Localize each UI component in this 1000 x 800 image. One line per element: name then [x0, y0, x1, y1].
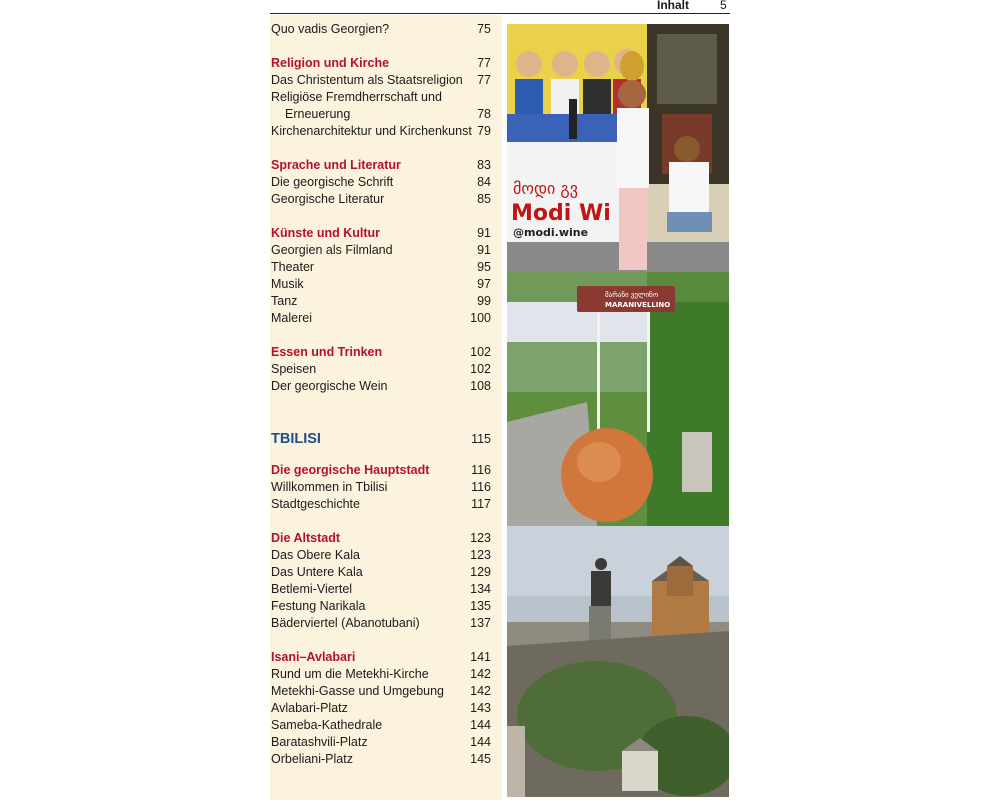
toc-entry-page: 77 — [477, 73, 491, 87]
toc-entry-title: Der georgische Wein — [271, 379, 388, 393]
header-rule — [270, 13, 730, 14]
toc-entry[interactable] — [271, 581, 491, 598]
toc-entry-page: 143 — [470, 701, 491, 715]
toc-entry-title: Malerei — [271, 311, 312, 325]
toc-entry-title: Musik — [271, 277, 304, 291]
toc-section-title: Isani–Avlabari — [271, 650, 356, 664]
toc-entry-page: 144 — [470, 735, 491, 749]
toc-entry[interactable] — [271, 479, 491, 496]
toc-entry[interactable] — [271, 700, 491, 717]
toc-entry[interactable] — [271, 123, 491, 140]
toc-section-title: Essen und Trinken — [271, 345, 383, 359]
toc-entry[interactable] — [271, 751, 491, 768]
toc-entry-page: 85 — [477, 192, 491, 206]
toc-section-heading[interactable] — [271, 530, 491, 547]
toc-entry[interactable] — [271, 276, 491, 293]
page-header — [270, 0, 730, 12]
toc-entry-title: Das Untere Kala — [271, 565, 363, 579]
toc-entry-page: 79 — [477, 124, 491, 138]
toc-entry-page: 95 — [477, 260, 491, 274]
toc-entry[interactable] — [271, 259, 491, 276]
toc-entry-page: 84 — [477, 175, 491, 189]
toc-entry-title: Das Christentum als Staatsreligion — [271, 73, 463, 87]
toc-section-heading[interactable] — [271, 649, 491, 666]
toc-section-page: 77 — [477, 56, 491, 70]
toc-entry[interactable] — [271, 598, 491, 615]
toc-entry[interactable] — [271, 191, 491, 208]
toc-entry-title: Die georgische Schrift — [271, 175, 394, 189]
mural-georgian-text: მოდი გვ — [513, 179, 578, 198]
toc-entry-page: 97 — [477, 277, 491, 291]
toc-section-heading[interactable] — [271, 55, 491, 72]
toc-entry-page: 144 — [470, 718, 491, 732]
toc-entry-title: Georgien als Filmland — [271, 243, 393, 257]
toc-entry-page: 78 — [477, 107, 491, 121]
toc-entry-page: 134 — [470, 582, 491, 596]
toc-entry-title: Religiöse Fremdherrschaft und — [271, 90, 442, 104]
toc-entry-page: 135 — [470, 599, 491, 613]
toc-entry-title: Metekhi-Gasse und Umgebung — [271, 684, 445, 698]
mural-latin-text: Modi Wi — [511, 201, 611, 226]
toc-chapter-title: TBILISI — [271, 431, 321, 447]
toc-entry[interactable] — [271, 717, 491, 734]
toc-entry[interactable] — [271, 547, 491, 564]
toc-entry-title: Orbeliani-Platz — [271, 752, 353, 766]
toc-entry-title: Theater — [271, 260, 315, 274]
toc-section-title: Sprache und Literatur — [271, 158, 401, 172]
toc-chapter-page: 115 — [471, 432, 491, 446]
toc-entry-title: Speisen — [271, 362, 317, 376]
mural-handle-text: @modi.wine — [513, 226, 589, 239]
toc-entry-page: 129 — [470, 565, 491, 579]
toc-entry-title: Rund um die Metekhi-Kirche — [271, 667, 429, 681]
toc-section-page: 141 — [470, 650, 491, 664]
toc-entry-title: Festung Narikala — [271, 599, 366, 613]
toc-entry-page: 137 — [470, 616, 491, 630]
sign-georgian-text: მარანი ველინო — [605, 291, 659, 299]
toc-entry-title: Erneuerung — [285, 107, 351, 121]
toc-entry-page: 123 — [470, 548, 491, 562]
toc-section-heading[interactable] — [271, 462, 491, 479]
toc-entry-page: 102 — [470, 362, 491, 376]
toc-entry-title: Sameba-Kathedrale — [271, 718, 383, 732]
toc-entry-title: Stadtgeschichte — [271, 497, 360, 511]
toc-entry[interactable] — [271, 21, 491, 38]
toc-entry-page: 100 — [470, 311, 491, 325]
toc-entry-page: 117 — [471, 497, 491, 511]
toc-entry[interactable] — [271, 683, 491, 700]
photo-wine-bar-mural — [507, 24, 729, 272]
toc-entry[interactable] — [271, 72, 491, 89]
toc-entry[interactable] — [271, 496, 491, 513]
toc-entry-page: 91 — [477, 243, 491, 257]
toc-entry-page: 108 — [470, 379, 491, 393]
toc-entry-title: Avlabari-Platz — [271, 701, 348, 715]
toc-entry-continuation[interactable] — [271, 106, 491, 123]
toc-entry-page: 145 — [470, 752, 491, 766]
toc-section-title: Religion und Kirche — [271, 56, 390, 70]
header-title: Inhalt — [657, 0, 689, 12]
toc-section-page: 91 — [477, 226, 491, 240]
toc-entry[interactable] — [271, 174, 491, 191]
toc-entry[interactable] — [271, 89, 491, 106]
toc-section-title: Die Altstadt — [271, 531, 340, 545]
toc-section-heading[interactable] — [271, 157, 491, 174]
toc-entry[interactable] — [271, 310, 491, 327]
toc-entry[interactable] — [271, 615, 491, 632]
toc-entry[interactable] — [271, 242, 491, 259]
toc-entry[interactable] — [271, 378, 491, 395]
toc-section-heading[interactable] — [271, 344, 491, 361]
toc-entry[interactable] — [271, 361, 491, 378]
toc-entry-page: 116 — [471, 480, 491, 494]
sign-latin-text: MARANIVELLINO — [605, 301, 671, 309]
toc-entry-title: Baratashvili-Platz — [271, 735, 368, 749]
toc-entry-title: Bäderviertel (Abanotubani) — [271, 616, 420, 630]
toc-section-title: Die georgische Hauptstadt — [271, 463, 430, 477]
toc-entry[interactable] — [271, 666, 491, 683]
toc-section-page: 83 — [477, 158, 491, 172]
toc-section-title: Künste und Kultur — [271, 226, 381, 240]
toc-entry[interactable] — [271, 293, 491, 310]
toc-entry-title: Georgische Literatur — [271, 192, 385, 206]
toc-entry-title: Tanz — [271, 294, 298, 308]
toc-entry-title: Das Obere Kala — [271, 548, 360, 562]
toc-section-page: 102 — [470, 345, 491, 359]
toc-entry-title: Betlemi-Viertel — [271, 582, 353, 596]
toc-section-page: 116 — [471, 463, 491, 477]
header-page-number: 5 — [720, 0, 727, 12]
toc-chapter-heading[interactable] — [271, 429, 491, 449]
photo-marani-vellino — [507, 272, 729, 526]
toc-entry[interactable] — [271, 734, 491, 751]
toc-section-page: 123 — [470, 531, 491, 545]
toc-entry-title: Quo vadis Georgien? — [271, 22, 390, 36]
toc-entry-title: Kirchenarchitektur und Kirchenkunst — [271, 124, 472, 138]
toc-entry-page: 142 — [470, 684, 491, 698]
toc-entry-title: Willkommen in Tbilisi — [271, 480, 388, 494]
toc-entry-page: 142 — [470, 667, 491, 681]
toc-entry-page: 99 — [477, 294, 491, 308]
toc-entry-page: 75 — [477, 22, 491, 36]
toc-entry[interactable] — [271, 564, 491, 581]
toc-section-heading[interactable] — [271, 225, 491, 242]
photo-metekhi-church — [507, 526, 729, 797]
